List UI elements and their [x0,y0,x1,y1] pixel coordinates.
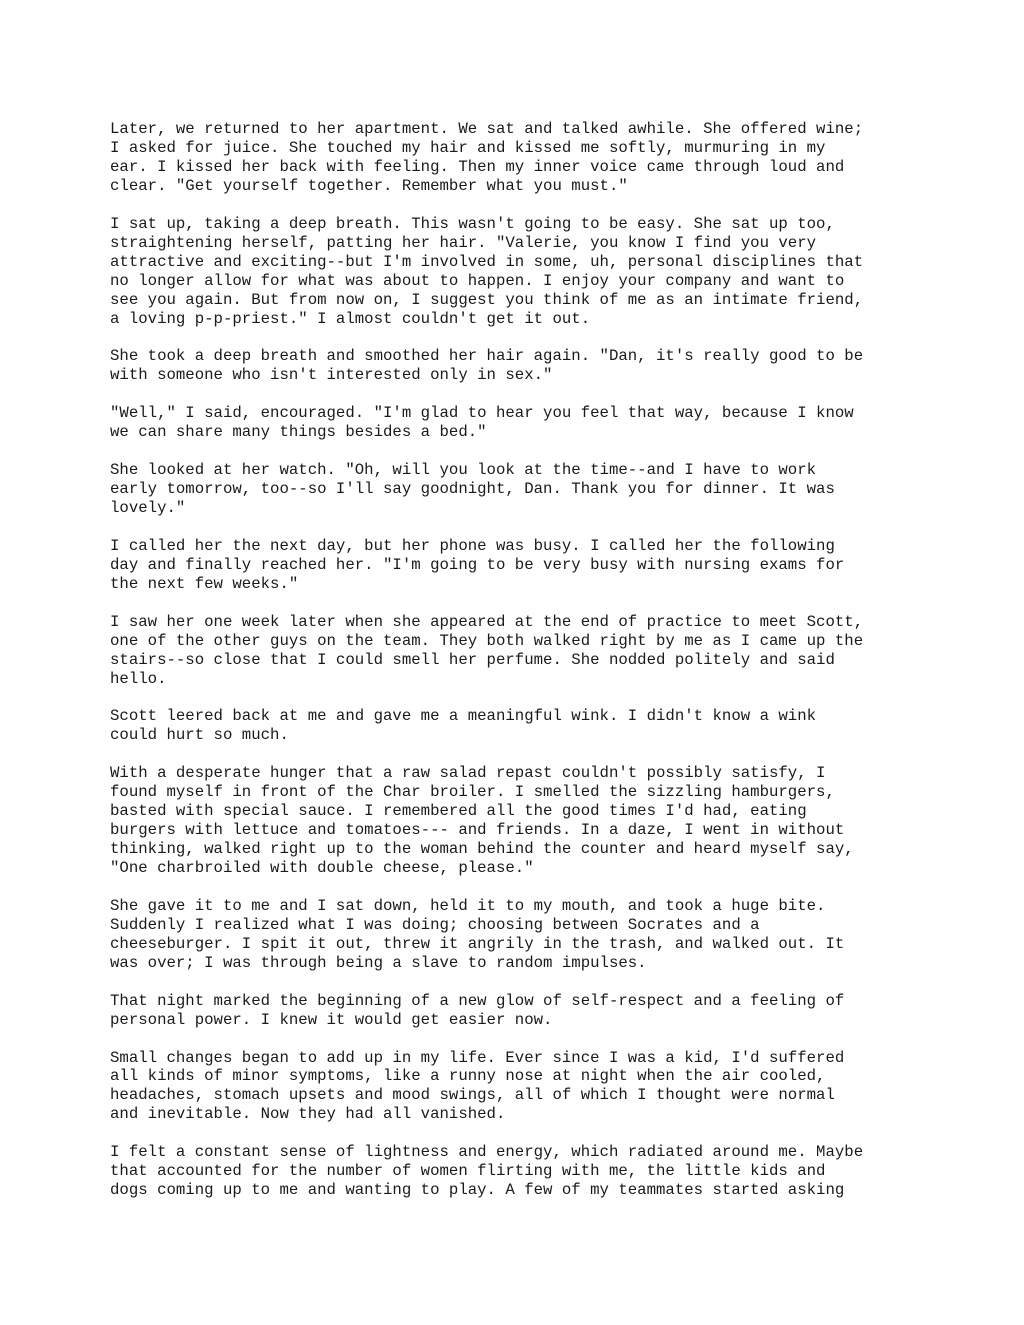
paragraph-11: That night marked the beginning of a new glow of self-respect and a feeling of personal power. I knew it would get easier now. [110,991,845,1029]
paragraph-4: "Well," I said, encouraged. "I'm glad to hear you feel that way, because I know we can share many things besides a bed." [110,404,854,442]
paragraph-3: She took a deep breath and smoothed her hair again. "Dan, it's really good to be with someone who isn't interested only in sex." [110,347,864,385]
paragraph-2: I sat up, taking a deep breath. This wasn't going to be easy. She sat up too, straightening herself, patting her hair. "Valerie, you know I find you very attractive and exciting--but I'm involved in some, uh, personal disciplines that no longer allow for what was about to happen. I enjoy your company and want to see you again. But from now on, I suggest you think of me as an intimate friend, a loving p-p-priest." I almost couldn't get it out. [110,214,864,328]
paragraph-9: With a desperate hunger that a raw salad repast couldn't possibly satisfy, I found myself in front of the Char broiler. I smelled the sizzling hamburgers, basted with special sauce. I remembered all the good times I'd had, eating burgers with lettuce and tomatoes--- and friends. In a daze, I went in without thinking, walked right up to the woman behind the counter and heard myself say, "One charbroiled with double cheese, please." [110,764,854,878]
paragraph-6: I called her the next day, but her phone was busy. I called her the following day and finally reached her. "I'm going to be very busy with nursing exams for the next few weeks." [110,536,845,593]
paragraph-1: Later, we returned to her apartment. We sat and talked awhile. She offered wine; I asked for juice. She touched my hair and kissed me softly, murmuring in my ear. I kissed her back with feeling. Then my inner voice came through loud and clear. "Get yourself together. Remember what you must." [110,120,864,195]
body-text [110,120,930,1200]
paragraph-10: She gave it to me and I sat down, held it to my mouth, and took a huge bite. Suddenly I realized what I was doing; choosing between Socrates and a cheeseburger. I spit it out, threw it angrily in the trash, and walked out. It was over; I was through being a slave to random impulses. [110,896,845,972]
paragraph-5: She looked at her watch. "Oh, will you look at the time--and I have to work early tomorrow, too--so I'll say goodnight, Dan. Thank you for dinner. It was lovely." [110,461,835,517]
paragraph-7: I saw her one week later when she appeared at the end of practice to meet Scott, one of the other guys on the team. They both walked right by me as I came up the stairs--so close that I could smell her perfume. She nodded politely and said hello. [110,612,864,688]
paragraph-13: I felt a constant sense of lightness and energy, which radiated around me. Maybe that accounted for the number of women flirting with me, the little kids and dogs coming up to me and wanting to play. A few of my teammates started asking [110,1143,864,1200]
paragraph-12: Small changes began to add up in my life. Ever since I was a kid, I'd suffered all kinds of minor symptoms, like a runny nose at night when the air cooled, headaches, stomach upsets and mood swings, all of which I thought were normal and inevitable. Now they had all vanished. [110,1048,845,1124]
paragraph-8: Scott leered back at me and gave me a meaningful wink. I didn't know a wink could hurt so much. [110,707,817,745]
